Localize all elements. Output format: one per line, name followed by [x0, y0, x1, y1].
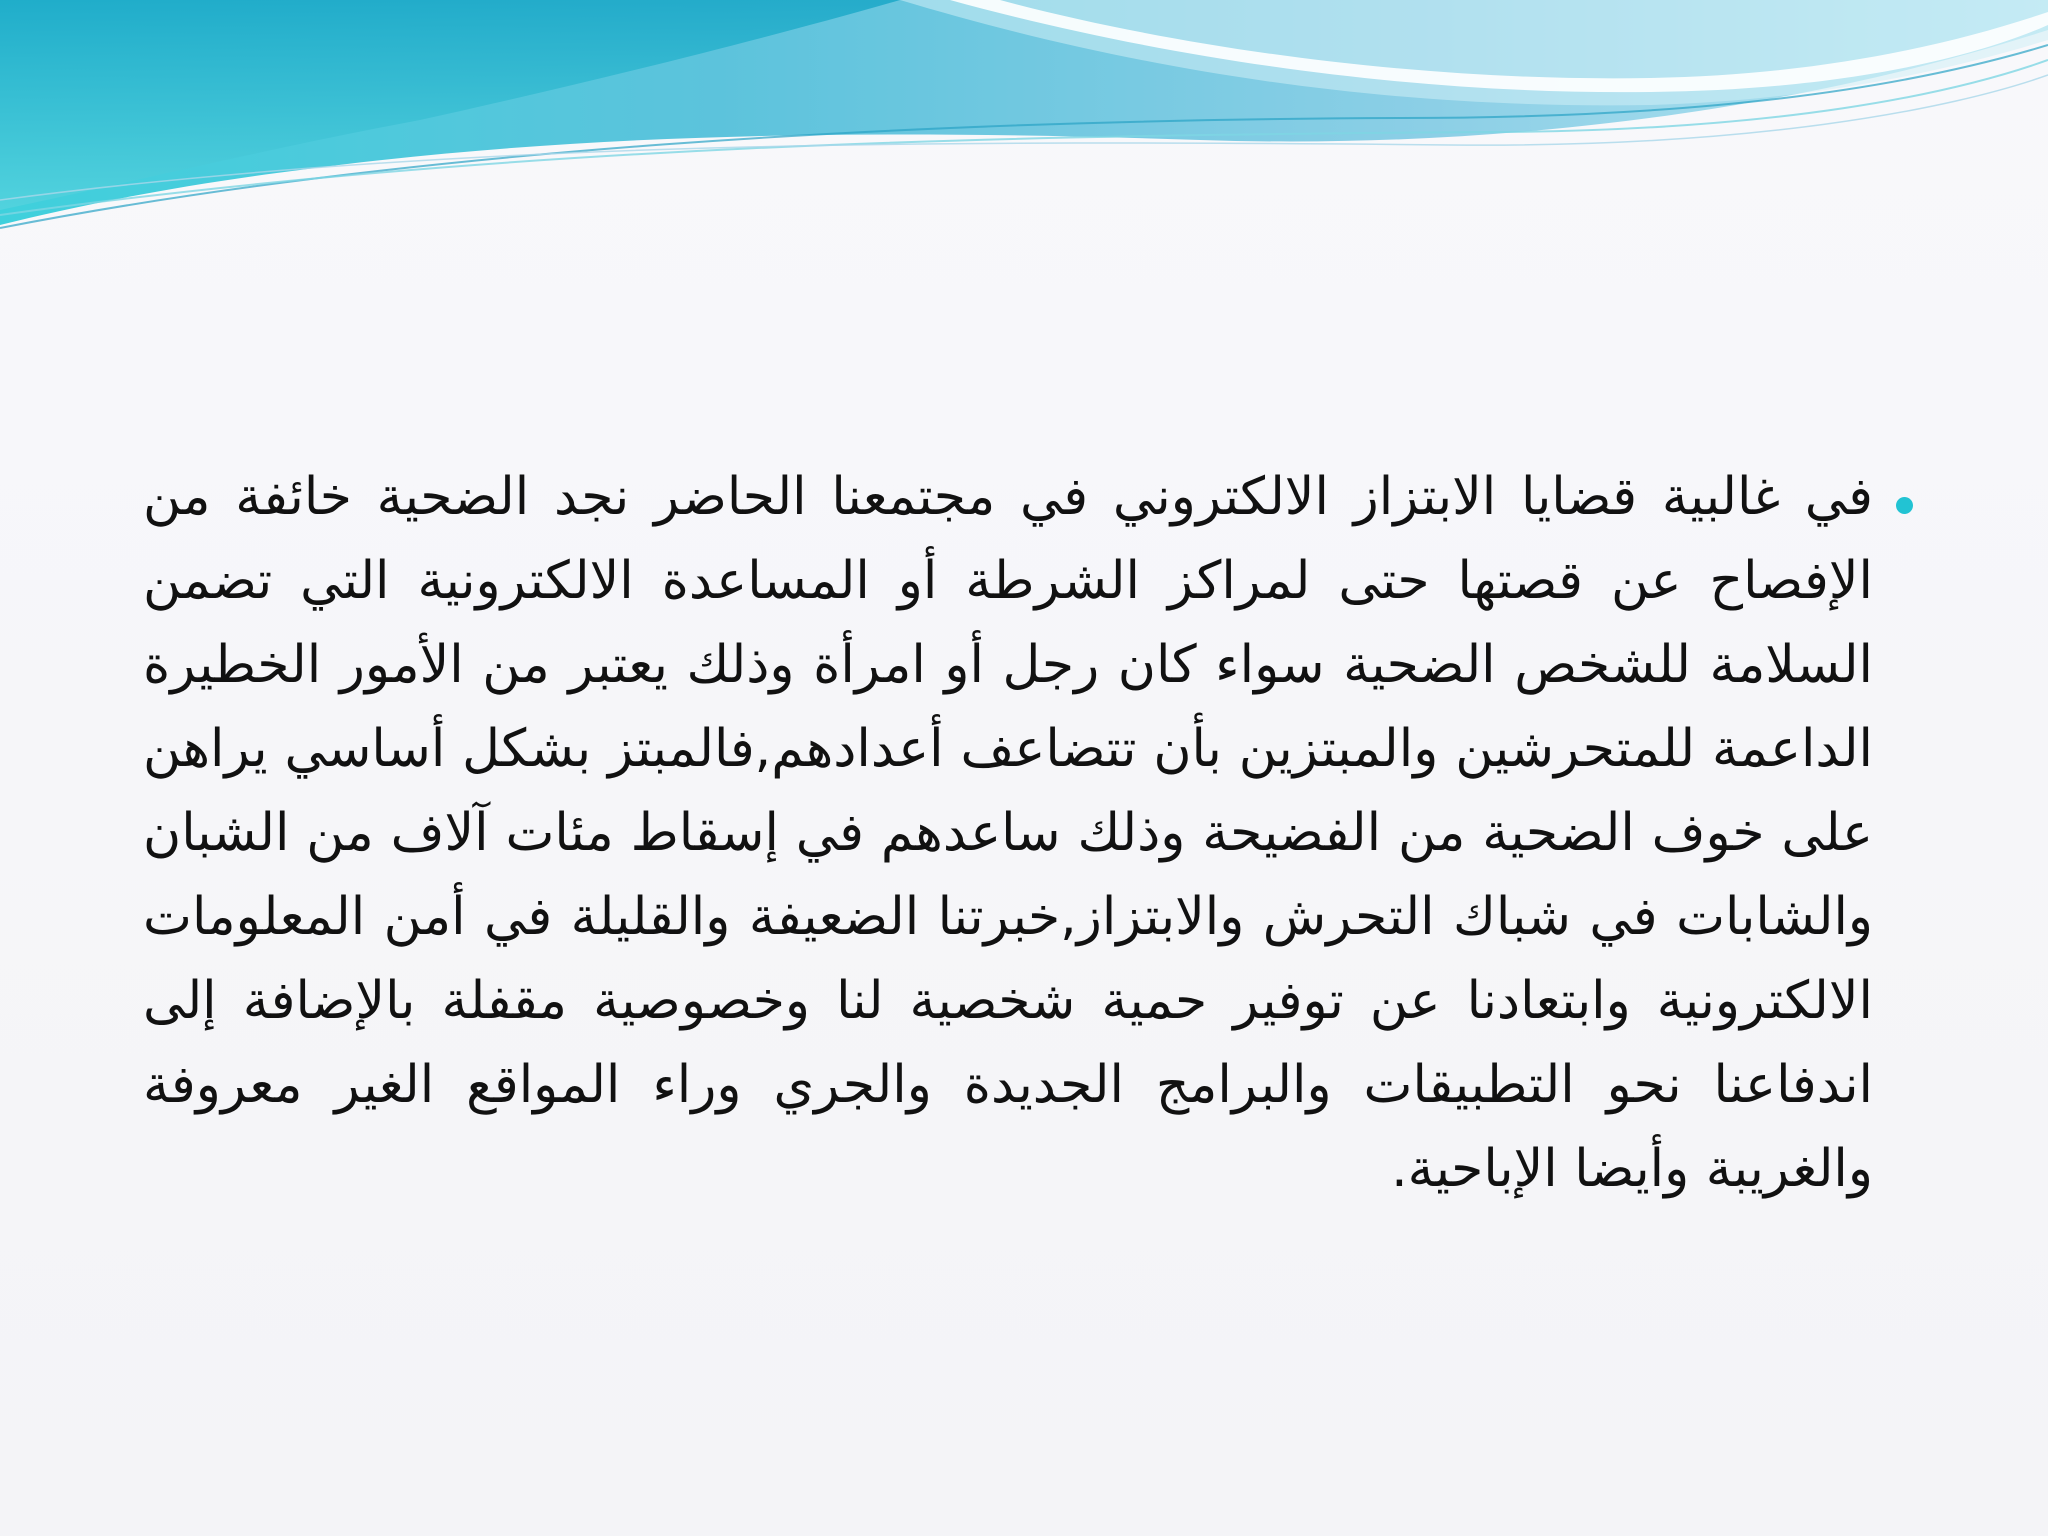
header-wave-decoration — [0, 0, 2048, 260]
bullet-text: في غالبية قضايا الابتزاز الالكتروني في مجتمعنا الحاضر نجد الضحية خائفة من الإفصاح عن قصتها حتى لمراكز الشرطة أو المساعدة الالكترونية التي تضمن السلامة للشخص الضحية سواء كان رجل أو امرأة وذلك يعتبر من الأمور الخطيرة الداعمة للمتحرشين والمبتزين بأن تتضاعف أعدادهم,فالمبتز بشكل أساسي يراهن على خوف الضحية من الفضيحة وذلك ساعدهم في إسقاط مئات آلاف من الشبان والشابات في شباك التحرش والابتزاز,خبرتنا الضعيفة والقليلة في أمن المعلومات الالكترونية وابتعادنا عن توفير حمية شخصية لنا وخصوصية مقفلة بالإضافة إلى اندفاعنا نحو التطبيقات والبرامج الجديدة والجري وراء المواقع الغير معروفة والغريبة وأيضا الإباحية. — [143, 467, 1873, 1199]
slide-body — [135, 455, 1885, 1395]
bullet-item — [135, 455, 1885, 1211]
bullet-dot-icon — [1896, 497, 1913, 514]
